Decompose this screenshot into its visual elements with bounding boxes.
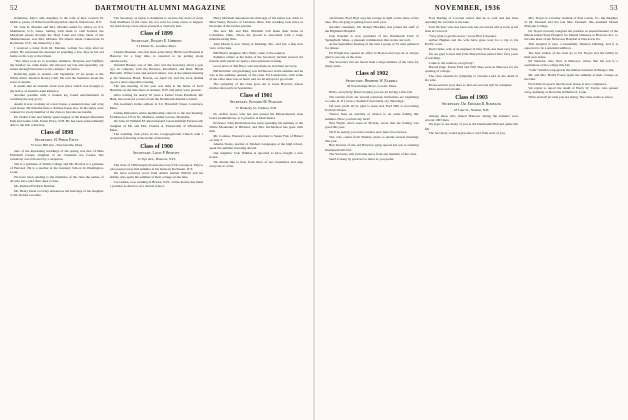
paragraph: The sympathy of the class goes out to Gene Howard, whose mother died early in September.: [209, 81, 304, 90]
paragraph: The new Mr. and Mrs. Marshall will make their home in Columbus, Ohio, where the groom is associated with a large manufacturing firm.: [209, 28, 304, 42]
paragraph: Ed Sanborn, who lives at Hanover, writes that his son is a sophomore at the college this fall.: [524, 59, 619, 68]
left-page: [0, 0, 313, 420]
paragraph: Referring again to Austin—On September 27 he spoke at the White River Junction Rotary Club. He told the members about the town of Austin.: [10, 71, 104, 84]
paragraph: old friends. Fred Hoyt says his cottage is right on the shore of the lake. The old gang is getting fewer each year.: [325, 16, 419, 25]
paragraph: The class extends its sympathy to Charles Ladd on the death of his wife.: [424, 73, 519, 83]
paragraph: We have been sending to the members of the class the names of all who have paid their dues to date.: [10, 175, 104, 184]
class-heading: Class of 1900: [140, 143, 173, 150]
paragraph: On June 10 William M. Reed married Carrie Kimball Farnsworth, daughter of Mr. and Mrs. Charles A. Farnsworth of Winchester, Mass.: [109, 119, 204, 132]
paragraph: "The latter took us to Gardner, Amherst, Holyoke and Suffield, the Sunday we came home. We enjoyed our trip and especially our return through Worcester to the campus," he writes.: [10, 58, 104, 71]
paragraph: Harry Marshall announces the marriage of his eldest son, John, to Miss Nancy Bowers of Lebanon, Ohio. The wedding took place at the home of the bride's parents.: [209, 16, 304, 29]
paragraph: Harold Page, Frank Ellis and Will Shea were in Hanover for the opening of college.: [424, 65, 519, 74]
paragraph: We are glad to hear that John Sherwin has retired after forty years of teaching.: [424, 51, 519, 60]
secretary-address: 30 Woodbridge Place, Lowell, Mass.: [346, 84, 397, 89]
paragraph: The class of 1900 deeply mourns the loss of Dr. George A. Pierce, who passed away this summer at his home in Rochester, N.Y.: [109, 162, 204, 171]
paragraph: Ted, who comes from Nashua, plans to attend several meetings this year.: [325, 134, 419, 143]
paragraph: There's been an extreme of chance to do some fishing this summer. Have you had any luck?: [325, 112, 419, 121]
paragraph: Another classmate, Mr. Robert Hawkins, has joined the staff of the Highland Hospital.: [325, 24, 419, 33]
paragraph: Carl Alden, now residing in Bristol, N.H., writes that he has taken a position as director of a church school.: [109, 180, 204, 189]
paragraph: The Secretary will welcome news from any member of the class.: [329, 152, 418, 157]
left-column-3: [209, 16, 303, 416]
paragraph: The last meeting of the year was held at the home of Arch Hutchins on the lake shore at Auburn, N.H. and many were present.: [109, 84, 204, 93]
paragraph: I'm sure you'll all be glad to learn that Fred Hall is recovering from his illness.: [325, 103, 419, 112]
paragraph: Summer callers at the home of the Secretary include several old friends with whom we spent a most pleasant evening.: [209, 55, 304, 64]
right-running-title: NOVEMBER, 1936: [434, 4, 501, 12]
paragraph: Mr. Larabee, Eleanor's son, was married to Susan Fisk of Bristol on July 3.: [209, 133, 304, 142]
class-heading: Class of 1898: [40, 130, 74, 137]
paragraph: Austin is now working on a new house, a sunken house, and a big road house. He manufactures a chicken house also. In his shops were ordered for every member of the class to become successful.: [10, 102, 104, 115]
paragraph: Ned Wight, who's been in Florida, wrote that the fishing was good this year.: [325, 121, 419, 130]
paragraph: One of the interesting weddings of the spring was that of Miss Elizabeth Carnes, daughter of our classmate Joe Carnes. The ceremony was followed by a reception.: [10, 149, 104, 162]
paragraph: Jack Kendall is now president of the Dartmouth Club of Springfield, Mass., a pleasant combination that works out well.: [325, 33, 419, 42]
secretary-line: Secretary, Louis P. Benezet: [133, 151, 180, 156]
right-columns: [325, 16, 618, 416]
paragraph: The Secretary would appreciate a card from each of you.: [428, 131, 506, 136]
paragraph: After waiting for nearly 30 years a former Class President, Mr. Hunt, has received a notice from the Dartmouth Alumni Council.: [109, 93, 204, 102]
paragraph: Send it along by postcard or letter as you prefer.: [329, 156, 395, 161]
left-columns: [10, 16, 303, 416]
right-page-header: [325, 3, 618, 13]
paragraph: Professor John Richardson has been spending his summer at the White Mountains at Hibbard, and Mrs. Richardson has gone with him.: [209, 120, 304, 133]
paragraph: Fred Darling of Laconia writes that he is well and has been spending his vacation at the lake.: [424, 16, 519, 25]
right-page: [315, 0, 628, 420]
paragraph: Arthur Hughes and his wife have gone west for a trip to the Pacific coast.: [424, 38, 519, 47]
paragraph: Good news of Jim Hoyt, who has made an excellent recovery.: [213, 64, 298, 68]
paragraph: More news next month.: [428, 87, 461, 92]
paragraph: We have received word from Arthur Gilbert Balbitt and his family, who spent the summer at their cottage on the lake.: [109, 171, 204, 180]
paragraph: Mr. Richard Fredrick Dutcher.: [14, 183, 56, 188]
paragraph: I received a letter from Dr. Marden, written two days after he sailed. He expressed his pleasure in spending a few days in his old home on his way to the Orient.: [10, 45, 104, 59]
paragraph: The best wishes of the class go to Dr. Noyes and his family in their new home.: [524, 50, 619, 59]
paragraph: Tom Nichols who has been sick has recovered and is back at his desk in Concord.: [424, 24, 519, 33]
paragraph: We should like to hear from more of our classmates and urge everyone to write.: [209, 159, 304, 168]
paragraph: We regret to report the death of Harry W. Taylor, who passed away suddenly at his home in Hartford, Conn.: [524, 86, 619, 95]
left-running-title: DARTMOUTH ALUMNI MAGAZINE: [95, 4, 226, 12]
paragraph: The Secretary has not heard from a large number of the class for many years.: [325, 59, 419, 68]
paragraph: Dr. Arthur Sears, who has just passed his Massachusetts state board examinations, is to practice at Manchester.: [209, 111, 304, 120]
paragraph: Fred Abbott reports that his new house is now completed.: [528, 81, 607, 86]
right-column-2: [425, 16, 519, 416]
paragraph: Ben Stevens of the old Hanover gang reports his son is entering Dartmouth this fall.: [325, 143, 419, 152]
paragraph: This hospital is new, a beautifully finished building, and it is expected to be a splendid addition.: [524, 41, 619, 50]
paragraph: Another pastime with a broken leg found entertainment in watching the dog go by.: [10, 93, 104, 102]
class-heading: Class of 1899: [140, 31, 173, 38]
right-column-1: [325, 16, 419, 416]
secretary-line: Secretary, Dwight E. Gibbons: [131, 38, 182, 43]
paragraph: The returns from our several round-up invitations are beginning to come in. If I were a chemist I'd probably say 'Heavings.': [325, 94, 419, 103]
class-heading: Class of 1901: [239, 92, 273, 99]
paragraph: Come to the reunion, everybody!: [428, 60, 474, 65]
paragraph: Dr. Walter Lane and family spent August at the Rangel Mountain Fish and Game Club, Potter Place, N.H. He has been extraordinarily able to the fish collection.: [10, 114, 104, 128]
paragraph: Amelia Steele, teacher of Modern Languages at the high school, spent the summer traveling abroad.: [209, 142, 304, 151]
class-heading: Class of 1902: [355, 71, 389, 78]
left-page-number: 52: [10, 4, 18, 12]
paragraph: Dr. Noyes recently resigned his position as superintendent of the Rhode Island State Hospital for Mental Diseases at Howard, R.I., to become head of the Newtown Hospital at Newtown, Pa.: [524, 28, 619, 42]
paragraph: The wedding took place in the Congregational Church with a reception following at the home of the bride.: [109, 132, 204, 141]
paragraph: John Marsh is now living at Redding, Me., and has a fine new view of the lake.: [209, 41, 304, 50]
paragraph: Joshua Kilbourn's entire membership came in to the last meeting. Ed Mason at 3 Fort St., Madison, Arthur Lavoie, Plainville.: [109, 110, 204, 119]
secretary-line: Secretary, Herbert W. Farrell: [345, 78, 399, 83]
paragraph: Dr. Jose K. Marden and Mrs. Marden sailed for Africa on S.S. Manhattan, U.S. Lines. Sailing with them to visit Ireland, the Maryland passes through the Holy Land and other lands of the Mediterranean, was Mrs. Marden. We almost made connections in Rochester, N.Y., but missed by a day.: [10, 24, 104, 46]
paragraph: Among those who visited Hanover during the summer were several 1903 men.: [424, 113, 519, 122]
left-column-2: [110, 16, 204, 416]
secretary-line: Secretary, H. Philip Patey: [34, 137, 79, 142]
paragraph: Mr. and Mrs. Hollis Foster spent the summer at their cottage on the lake.: [524, 72, 619, 81]
class-heading: Class of 1903: [455, 94, 488, 101]
paragraph: Hello, everybody. Here's hoping you are all having a fine fall.: [329, 90, 413, 95]
paragraph: We hope to see many of you at the Dartmouth-Harvard game this fall.: [424, 122, 519, 131]
right-column-3: [524, 16, 618, 416]
paragraph: Our neighbor Jack Wilkins is reported to have bought a new house.: [209, 151, 304, 160]
paragraph: Mrs. Noyes is a former resident of East Calais, Vt., the daughter of Dr. Donnell and the late Mrs. Donnell. She attended Mount Holyoke College.: [524, 16, 619, 29]
secretary-address: 18 Lake St., Nashua, N.H.: [453, 107, 490, 112]
paragraph: "Very glad to get the news," wrote Bert Carpenter.: [428, 33, 497, 38]
paragraph: Bill Blair's daughter, Mrs. Blair, came to the reunion.: [213, 50, 286, 55]
paragraph: The Secretary, as usual, is delighted to receive any news of news from members of the class. Do not wait for some event to happen, but send along a note about yourself or anybody else.: [109, 16, 204, 29]
paragraph: Jim Gorman's home address is 311 Haverhill Street, Lawrence, Mass.: [109, 101, 204, 110]
paragraph: Wendell Barney, one of Jim, who was the Secretary about a year ago, in company with the Barneys, Knollfield, and Ruts, Hiram Balcomb, Walter Lane and several others, was at the annual meeting at the Sheraton Hotel, Boston, on April 19, and the local alumni report a most enjoyable evening.: [109, 63, 204, 84]
paragraph: At the September meeting of the club a group of '01 men gathered for dinner.: [325, 42, 419, 51]
left-page-header: [10, 3, 303, 13]
paragraph: Charlie Sheehan, who has been at the Mary Hitchcock Hospital at Hanover for a long time, is reported to be getting along satisfactorily.: [109, 50, 204, 63]
paragraph: She is a graduate of Smith College and Mr. Bowles is a graduate of Harvard. He is a teacher at the Gunnery School in Washington, Conn.: [10, 162, 104, 175]
secretary-address: 37 Berkeley St., Nashua, N.H.: [235, 105, 277, 110]
secretary-address: 51 Parker St., Gardner, Mass.: [136, 44, 177, 49]
paragraph: Please send in your dues so that our records will be complete.: [428, 82, 513, 87]
secretary-address: 11 Nye Ave., Hanover, N.H.: [137, 156, 176, 161]
right-page-number: 53: [609, 4, 618, 12]
secretary-line: Secretary, Edward M. Pearson: [230, 100, 283, 105]
paragraph: It seems that an unusual event took place which was brought to the notice of Austin's Aunt Patience.: [10, 84, 104, 93]
paragraph: Katherine, Mac's only daughter, is the wife of Rev. Gordon W. Mattice, pastor of Watertown Presbyterian church, Watertown, N.Y.: [10, 16, 104, 25]
secretary-address: 57 Gore Hill Ave., Newtonville, Mass.: [30, 143, 83, 148]
paragraph: "John" Smith is engaged in the lumber business in Bangor, Me.: [528, 68, 615, 73]
paragraph: Ed Wright has opened an office in Boston and says he is always glad to see any of the class.: [325, 51, 419, 60]
paragraph: Paul Clarke, who is an engineer in New York, has been very busy.: [428, 47, 519, 52]
paragraph: Bill Robbins' old gardening was in Hanover in the summer and he was at the summer reunion of the class. Ed Lansdowne, with some of the other men was on hand, and we all enjoyed a good talk.: [209, 68, 304, 81]
paragraph: Write and tell us what you are doing. The class wants to know.: [528, 95, 614, 100]
left-column-1: [10, 16, 104, 416]
paragraph: We'll be seeing you at the reunion next June if not before.: [329, 130, 408, 134]
paragraph: Mr. Henry Dean Crowley announces the marriage of his daughter to Mr. Robert Goodale.: [10, 188, 104, 197]
secretary-line: Secretary, Dr. Edward R. Burbank: [442, 102, 501, 107]
